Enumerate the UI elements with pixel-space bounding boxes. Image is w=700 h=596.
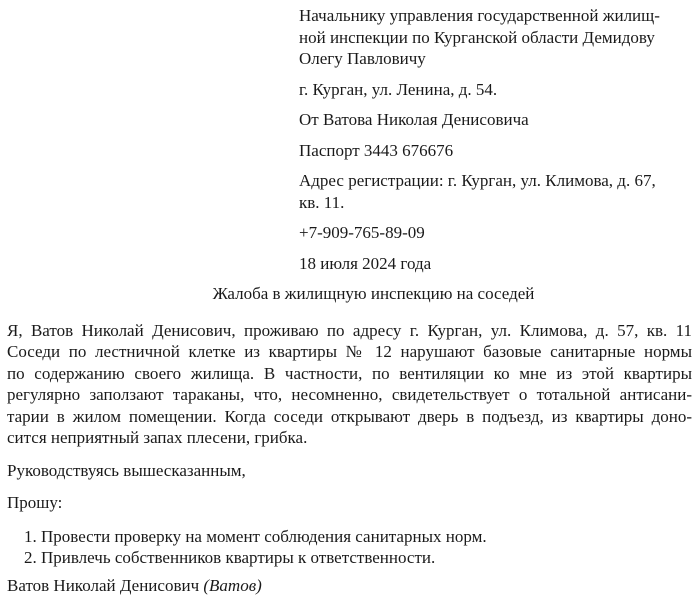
signature-name: Ватов Николай Денисович: [7, 575, 200, 595]
body-line-1: Я, Ватов Николай Денисович, проживаю по адресу г. Курган, ул. Климова, д. 57, кв. 11: [7, 320, 692, 340]
complaint-body: [7, 320, 692, 449]
recipient-line-1: Начальнику управления государственной жилищ-: [299, 6, 660, 25]
body-line-4: регулярно заползают тараканы, что, несомненно, свидетельствует о тотальной антисани-: [7, 385, 692, 404]
request-item-1: [24, 526, 692, 548]
request-item-1-text: Провести проверку на момент соблюдения санитарных норм.: [41, 526, 487, 546]
document-date: 18 июля 2024 года: [299, 253, 432, 273]
closing-lead: Руководствуясь вышесказанным,: [7, 460, 246, 480]
request-item-2-text: Привлечь собственников квартиры к ответственности.: [41, 548, 436, 567]
request-label: Прошу:: [7, 493, 63, 512]
body-line-3: по содержанию своего жилища. В частности, по вентиляции ко мне из этой квартиры: [7, 363, 692, 383]
sender-name: От Ватова Николая Денисовича: [299, 110, 529, 129]
passport-number: Паспорт 3443 676676: [299, 140, 454, 160]
request-item-2-number: 2.: [24, 548, 37, 567]
request-item-1-number: 1.: [24, 526, 37, 546]
registration-address-line-1: Адрес регистрации: г. Курган, ул. Климова, д. 67,: [299, 171, 656, 190]
request-item-2: [24, 547, 692, 569]
request-list: [7, 526, 692, 569]
body-line-6: сится неприятный запах плесени, грибка.: [7, 428, 308, 447]
recipient-line-2: ной инспекции по Курганской области Демидову: [299, 27, 655, 47]
body-line-5: тарии в жилом помещении. Когда соседи открывают дверь в подъезд, из квартиры доно-: [7, 406, 692, 426]
body-line-2: Соседи по лестничной клетке из квартиры № 12 нарушают базовые санитарные нормы: [7, 342, 692, 361]
recipient-line-3: Олегу Павловичу: [299, 49, 426, 68]
document-title: Жалоба в жилищную инспекцию на соседей: [212, 284, 535, 303]
recipient-paragraph: [299, 5, 692, 70]
inspection-address: г. Курган, ул. Ленина, д. 54.: [299, 79, 498, 99]
registration-address-line-2: кв. 11.: [299, 192, 345, 212]
registration-address: [299, 170, 692, 213]
phone-number: +7-909-765-89-09: [299, 223, 425, 242]
signature-handwritten: (Ватов): [203, 575, 262, 595]
recipient-block: [299, 5, 692, 274]
signature-line: [7, 575, 692, 596]
